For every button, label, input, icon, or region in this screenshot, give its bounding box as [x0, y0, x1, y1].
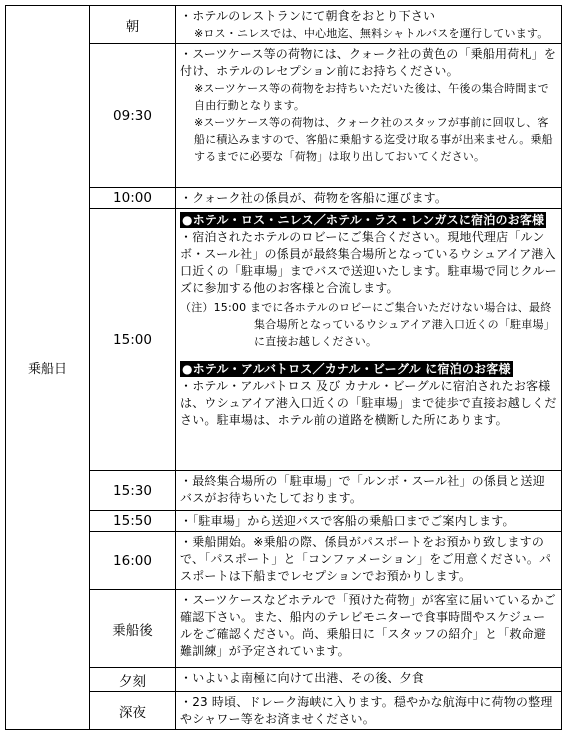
- section-header: ●ホテル・アルバトロス／カナル・ビーグル に宿泊のお客様: [182, 362, 511, 376]
- time-cell: [90, 532, 176, 590]
- description-note: （注）15:00 までに各ホテルのロビーにご集合いただけない場合は、最終集合場所となっているウシュアイア港入口近くの「駐車場」に直接お越しください。: [180, 301, 555, 348]
- spacer: [180, 350, 557, 360]
- table-row: [6, 590, 562, 668]
- description-text: ・スーツケースなどホテルで「預けた荷物」が客室に届いているかご確認下さい。また、船内のテレビモニターで食事時間やスケジュールをご確認ください。尚、乗船日に「スタッフの紹介」と「救命避難訓練」が予定されています。: [180, 593, 556, 658]
- description-text: ・乗船開始。※乗船の際、係員がパスポートをお預かり致しますので、「パスポート」と「コンファメーション」をご用意ください。パスポートは下船までレセプションでお預かりします。: [180, 535, 552, 583]
- description-text: ・宿泊されたホテルのロビーにご集合ください。現地代理店「ルンボ・スール社」の係員が最終集合場所となっているウシュアイア港入口近くの「駐車場」までバスで送迎いたします。駐車場で同じクルーズに参加する他のお客様と合流します。: [180, 230, 557, 295]
- time-label: 夕刻: [119, 673, 146, 690]
- time-cell: [90, 511, 176, 532]
- section-header: ●ホテル・ロス・ニレス／ホテル・ラス・レンガスに宿泊のお客様: [182, 213, 545, 227]
- time-label: 16:00: [113, 552, 152, 569]
- time-cell: [90, 692, 176, 730]
- description-cell: [176, 6, 562, 44]
- schedule-table: [5, 5, 562, 730]
- description-text: ・「駐車場」から送迎バスで客船の乗船口までご案内します。: [180, 514, 515, 528]
- table-row: [6, 6, 562, 44]
- description-cell: [176, 532, 562, 590]
- description-text: ・ホテル・アルバトロス 及び カナル・ビーグルに宿泊されたお客様は、ウシュアイア港入口近くの「駐車場」まで徒歩で直接お越しください。駐車場は、ホテル前の道路を横断した所にあります。: [180, 379, 557, 427]
- time-label: 15:50: [113, 513, 152, 529]
- table-row: [6, 471, 562, 511]
- time-label: 10:00: [113, 190, 152, 206]
- description-note: ※スーツケース等の荷物をお持ちいただいた後は、午後の集合時間まで自由行動となります。: [194, 82, 549, 112]
- time-label: 深夜: [119, 704, 146, 721]
- description-cell: [176, 511, 562, 532]
- time-cell: [90, 209, 176, 471]
- table-row: [6, 692, 562, 730]
- description-note: ※スーツケース等の荷物は、クォーク社のスタッフが事前に回収し、客船に積込みますので、客船に乗船する迄受け取る事が出来ません。乗船するまでに必要な「荷物」は取り出しておいてください。: [194, 116, 553, 163]
- time-cell: [90, 188, 176, 209]
- description-text: ・いよいよ南極に向けて出港、その後、夕食: [180, 671, 425, 685]
- description-text: ・最終集合場所の「駐車場」で「ルンボ・スール社」の係員と送迎バスがお待ちいたしております。: [180, 474, 545, 505]
- day-cell: [6, 6, 90, 730]
- description-cell: [176, 209, 562, 471]
- table-row: [6, 511, 562, 532]
- time-label: 朝: [125, 18, 140, 35]
- description-text: ・ホテルのレストランにて朝食をおとり下さい: [180, 9, 436, 23]
- description-cell: [176, 692, 562, 730]
- table-row: [6, 532, 562, 590]
- time-label: 09:30: [113, 107, 152, 124]
- time-cell: [90, 668, 176, 692]
- table-row: [6, 668, 562, 692]
- description-cell: [176, 44, 562, 188]
- time-label: 15:00: [113, 331, 152, 348]
- day-label: 乗船日: [27, 362, 67, 377]
- table-row: [6, 44, 562, 188]
- description-cell: [176, 590, 562, 668]
- time-cell: [90, 471, 176, 511]
- time-cell: [90, 6, 176, 44]
- table-row: [6, 188, 562, 209]
- time-cell: [90, 590, 176, 668]
- description-cell: [176, 471, 562, 511]
- time-label: 15:30: [113, 482, 152, 499]
- description-text: ・スーツケース等の荷物には、クォーク社の黄色の「乗船用荷札」を付け、ホテルのレセプション前にお持ちください。: [180, 47, 557, 78]
- description-cell: [176, 188, 562, 209]
- description-text: ・23 時頃、ドレーク海峡に入ります。穏やかな航海中に荷物の整理やシャワー等をお済ませください。: [180, 695, 553, 726]
- description-text: ・クォーク社の係員が、荷物を客船に運びます。: [180, 191, 448, 205]
- description-cell: [176, 668, 562, 692]
- time-cell: [90, 44, 176, 188]
- table-row: [6, 209, 562, 471]
- description-note: ※ロス・ニレスでは、中心地迄、無料シャトルバスを運行しています。: [194, 27, 549, 40]
- time-label: 乗船後: [112, 622, 153, 639]
